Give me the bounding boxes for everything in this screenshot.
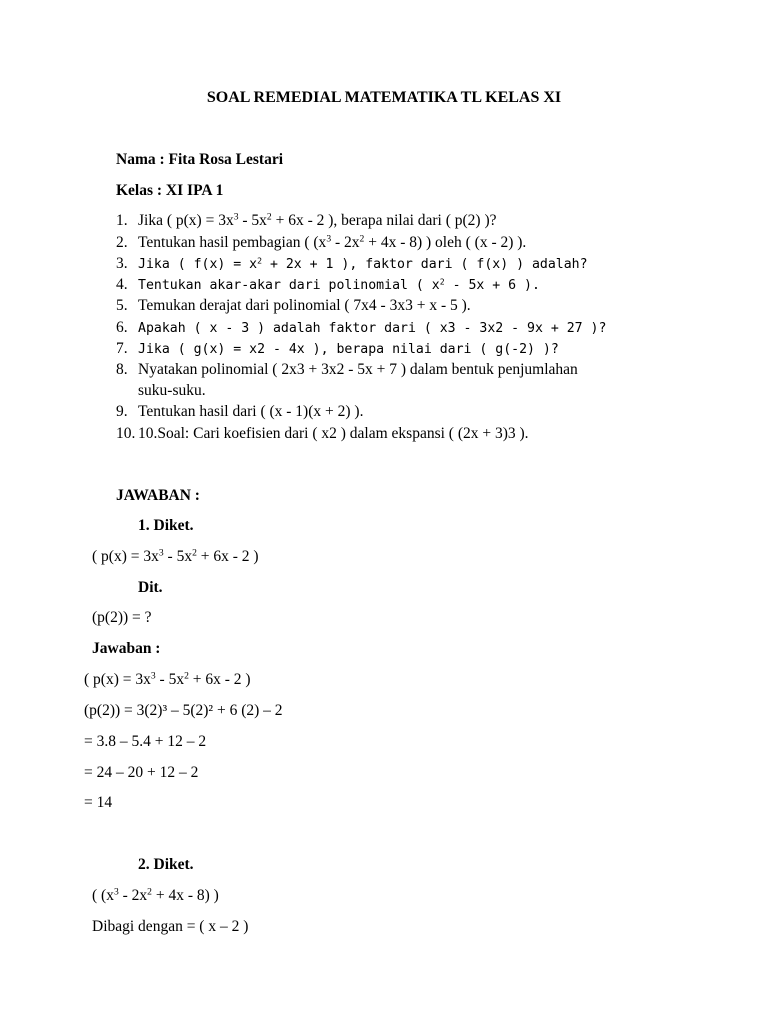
question-number: 7.: [116, 340, 128, 357]
question-number: 2.: [116, 234, 128, 251]
question-text: Tentukan hasil dari ( (x - 1)(x + 2) ).: [138, 403, 364, 420]
answer1-step-4: = 24 – 20 + 12 – 2: [84, 764, 199, 781]
question-text: Jika ( $p(x) = 3x^3 - 5x^2 + 6x - 2$ ), berapa nilai dari ( p(2) )?: [138, 211, 497, 229]
question-text: Tentukan hasil pembagian ( $(x^3 - 2x^2 + 4x - 8)$ ) oleh ( (x - 2) ).: [138, 233, 527, 251]
question-9: [116, 402, 363, 422]
question-7: [116, 339, 559, 360]
question-text: Apakah ( x - 3 ) adalah faktor dari ( x3 - 3x2 - 9x + 27 )?: [138, 321, 607, 336]
question-text: Temukan derajat dari polinomial ( 7x4 - 3x3 + x - 5 ).: [138, 297, 471, 314]
question-text: Jika ( g(x) = x2 - 4x ), berapa nilai dari ( g(-2) )?: [138, 342, 559, 357]
question-number: 1.: [116, 212, 128, 229]
question-number: 10.: [116, 425, 136, 442]
question-number: 5.: [116, 297, 128, 314]
answer1-step-2: (p(2)) = 3(2)³ – 5(2)² + 6 (2) – 2: [84, 702, 283, 719]
question-6: [116, 318, 606, 339]
answer1-diket-label: 1. Diket.: [138, 517, 194, 534]
question-text: 10.Soal: Cari koefisien dari ( x2 ) dalam ekspansi ( (2x + 3)3 ).: [138, 425, 529, 442]
answers-heading: JAWABAN :: [116, 487, 200, 504]
question-number: 9.: [116, 403, 128, 420]
answer1-given: ( $p(x) = 3x^3 - 5x^2 + 6x - 2$ ): [92, 547, 259, 565]
question-4: [116, 275, 540, 296]
answer1-jawaban-label: [92, 639, 160, 659]
question-number: 4.: [116, 276, 128, 293]
answer2-diket-label: 2. Diket.: [138, 856, 194, 873]
question-5: [116, 296, 471, 316]
question-3: [116, 254, 588, 275]
answer2-given: ( $(x^3 - 2x^2 + 4x - 8)$ ): [92, 886, 219, 904]
question-number: 8.: [116, 361, 128, 378]
question-text: Tentukan akar-akar dari polinomial ( $x^2 - 5x + 6$ ).: [138, 276, 540, 293]
question-1: [116, 211, 497, 231]
question-8-continuation: suku-suku.: [138, 382, 206, 399]
question-text: Jika ( $f(x) = x^2 + 2x + 1$ ), faktor dari ( f(x) ) adalah?: [138, 255, 588, 272]
answer1-step-5: = 14: [84, 794, 113, 811]
student-class: Kelas : XI IPA 1: [116, 182, 224, 199]
question-2: [116, 233, 526, 253]
answer1-dit-label: Dit.: [138, 579, 163, 596]
jawaban-label-text: Jawaban :: [92, 640, 161, 657]
answer1-step-1: ( $p(x) = 3x^3 - 5x^2 + 6x - 2$ ): [84, 670, 251, 688]
student-name: Nama : Fita Rosa Lestari: [116, 151, 284, 168]
question-number: 3.: [116, 255, 128, 272]
question-10: [116, 424, 529, 444]
answer1-asked: (p(2)) = ?: [92, 609, 152, 626]
answer1-step-3: = 3.8 – 5.4 + 12 – 2: [84, 733, 207, 750]
document-title: SOAL REMEDIAL MATEMATIKA TL KELAS XI: [206, 89, 562, 106]
question-8: [116, 360, 578, 380]
question-text: Nyatakan polinomial ( 2x3 + 3x2 - 5x + 7 ) dalam bentuk penjumlahan: [138, 361, 578, 378]
question-number: 6.: [116, 319, 128, 336]
answer2-divided-by: Dibagi dengan = ( x – 2 ): [92, 918, 249, 935]
